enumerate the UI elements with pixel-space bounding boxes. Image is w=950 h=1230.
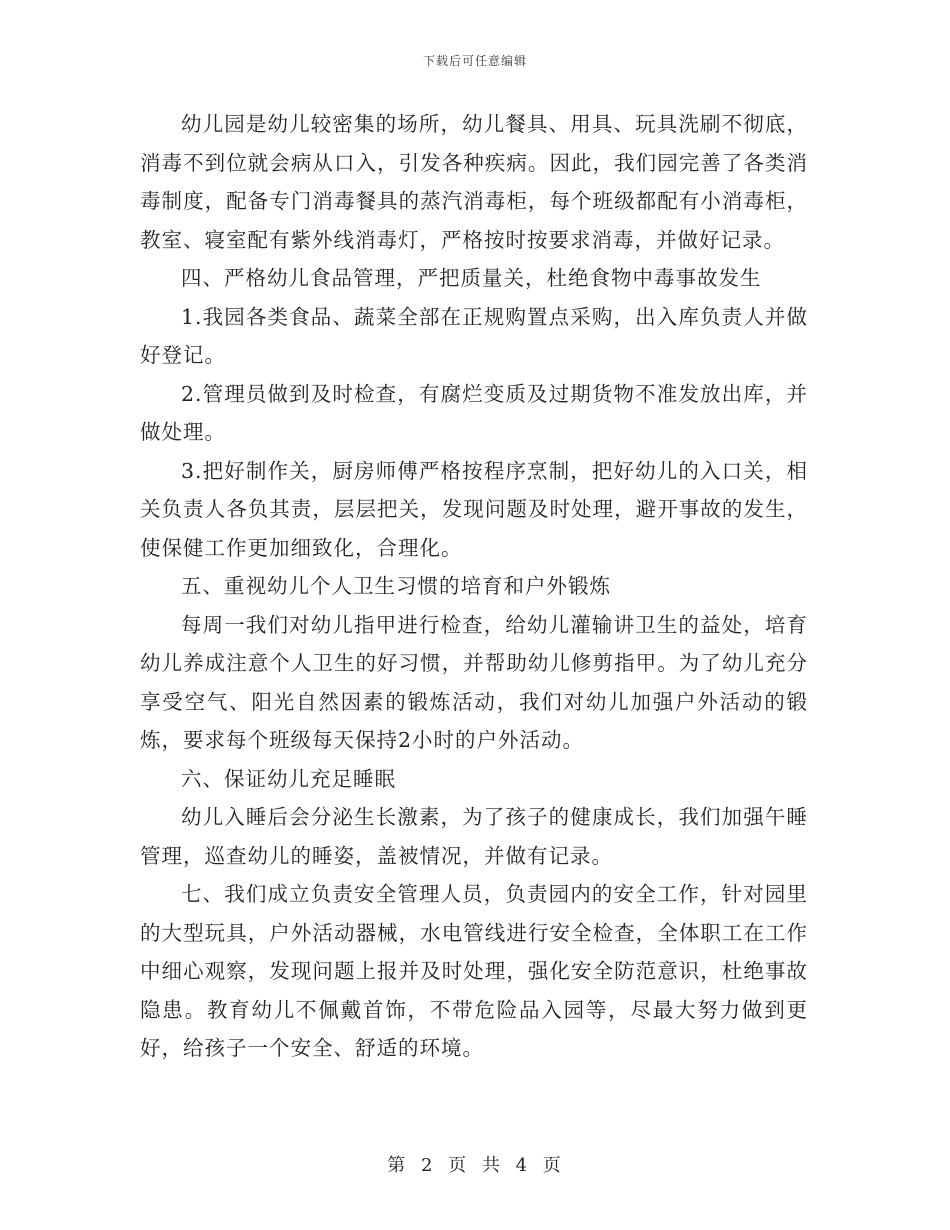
paragraph-food-item-1: 1.我园各类食品、蔬菜全部在正规购置点采购，出入库负责人并做好登记。 xyxy=(140,304,808,367)
paragraph-disinfection: 幼儿园是幼儿较密集的场所，幼儿餐具、用具、玩具洗刷不彻底，消毒不到位就会病从口入，引发各种疾病。因此，我们园完善了各类消毒制度，配备专门消毒餐具的蒸汽消毒柜，每个班级都配有小消毒柜，教室、寝室配有紫外线消毒灯，严格按时按要求消毒，并做好记录。 xyxy=(140,112,808,252)
document-body xyxy=(140,105,808,1068)
page-number: 第 2 页 共 4 页 xyxy=(387,1155,563,1176)
paragraph-food-item-3: 3.把好制作关，厨房师傅严格按程序烹制，把好幼儿的入口关，相关负责人各负其责，层层把关，发现问题及时处理，避开事故的发生，使保健工作更加细致化，合理化。 xyxy=(140,458,808,560)
paragraph-sleep: 幼儿入睡后会分泌生长激素，为了孩子的健康成长，我们加强午睡管理，巡查幼儿的睡姿，盖被情况，并做有记录。 xyxy=(140,805,808,868)
heading-food-management: 四、严格幼儿食品管理，严把质量关，杜绝食物中毒事故发生 xyxy=(181,266,762,290)
paragraph-food-item-2: 2.管理员做到及时检查，有腐烂变质及过期货物不准发放出库，并做处理。 xyxy=(140,381,808,444)
heading-sleep: 六、保证幼儿充足睡眠 xyxy=(181,766,396,791)
page-header: 下载后可任意编辑 xyxy=(422,54,527,68)
paragraph-hygiene-exercise: 每周一我们对幼儿指甲进行检查，给幼儿灌输讲卫生的益处，培育幼儿养成注意个人卫生的好习惯，并帮助幼儿修剪指甲。为了幼儿充分享受空气、阳光自然因素的锻炼活动，我们对幼儿加强户外活动的锻炼，要求每个班级每天保持2小时的户外活动。 xyxy=(140,612,808,752)
paragraph-safety: 七、我们成立负责安全管理人员，负责园内的安全工作，针对园里的大型玩具，户外活动器械，水电管线进行安全检查，全体职工在工作中细心观察，发现问题上报并及时处理，强化安全防范意识，杜绝事故隐患。教育幼儿不佩戴首饰，不带危险品入园等，尽最大努力做到更好，给孩子一个安全、舒适的环境。 xyxy=(140,882,808,1060)
heading-hygiene-exercise: 五、重视幼儿个人卫生习惯的培育和户外锻炼 xyxy=(181,574,611,598)
